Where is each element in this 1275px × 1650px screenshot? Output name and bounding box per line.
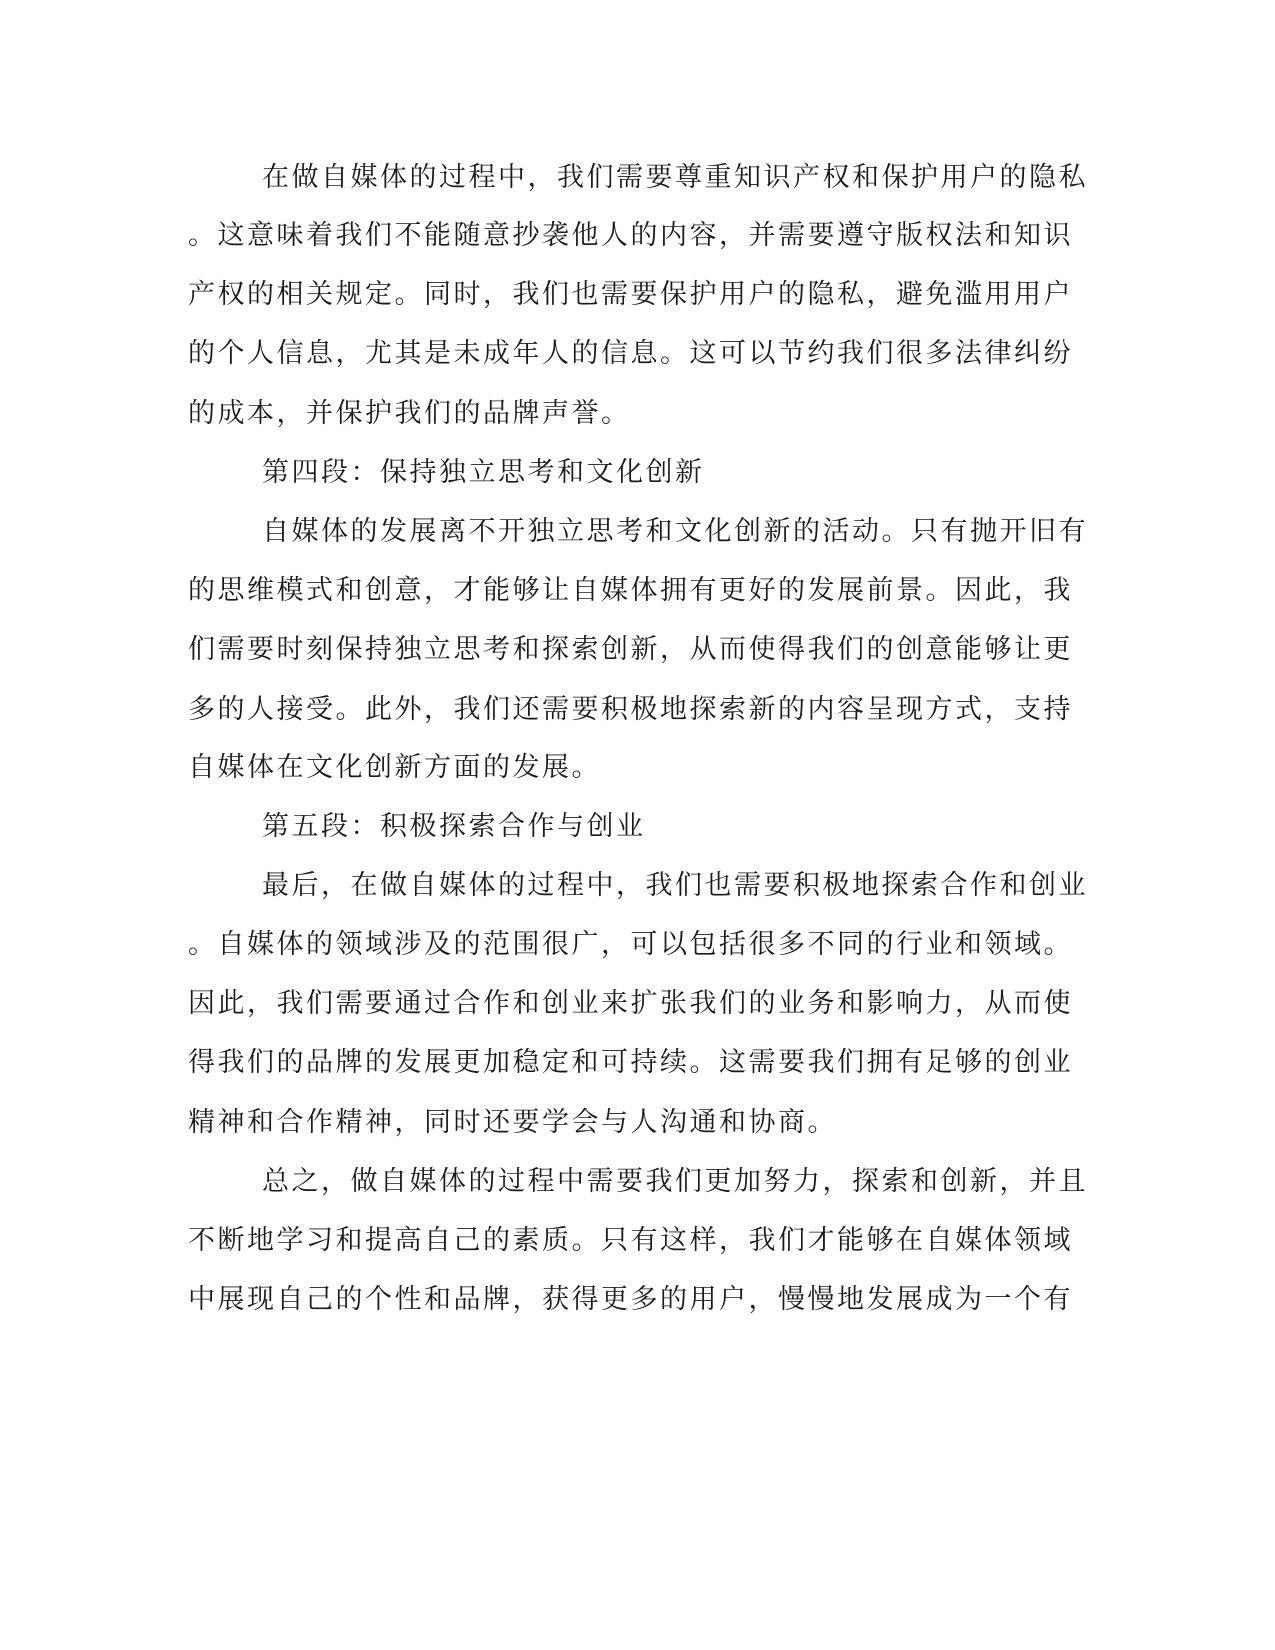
paragraph-line: 的个人信息，尤其是未成年人的信息。这可以节约我们很多法律纠纷 — [188, 338, 1073, 369]
paragraph-line: 的成本，并保护我们的品牌声誉。 — [188, 398, 631, 429]
section-heading: 第五段：积极探索合作与创业 — [262, 811, 646, 842]
paragraph-line: 中展现自己的个性和品牌，获得更多的用户，慢慢地发展成为一个有 — [188, 1284, 1073, 1315]
paragraph-line: 。这意味着我们不能随意抄袭他人的内容，并需要遵守版权法和知识 — [188, 220, 1073, 251]
paragraph-line: 得我们的品牌的发展更加稳定和可持续。这需要我们拥有足够的创业 — [188, 1047, 1073, 1078]
paragraph-line: 自媒体的发展离不开独立思考和文化创新的活动。只有抛开旧有 — [262, 516, 1088, 547]
paragraph-line: 不断地学习和提高自己的素质。只有这样，我们才能够在自媒体领域 — [188, 1225, 1073, 1256]
paragraph-line: 的思维模式和创意，才能够让自媒体拥有更好的发展前景。因此，我 — [188, 575, 1073, 606]
paragraph-line: 总之，做自媒体的过程中需要我们更加努力，探索和创新，并且 — [262, 1166, 1088, 1197]
paragraph-line: 精神和合作精神，同时还要学会与人沟通和协商。 — [188, 1107, 837, 1138]
paragraph-line: 。自媒体的领域涉及的范围很广，可以包括很多不同的行业和领域。 — [188, 929, 1073, 960]
paragraph-line: 在做自媒体的过程中，我们需要尊重知识产权和保护用户的隐私 — [262, 162, 1088, 193]
section-heading: 第四段：保持独立思考和文化创新 — [262, 457, 705, 488]
paragraph-line: 最后，在做自媒体的过程中，我们也需要积极地探索合作和创业 — [262, 870, 1088, 901]
paragraph-line: 产权的相关规定。同时，我们也需要保护用户的隐私，避免滥用用户 — [188, 279, 1073, 310]
paragraph-line: 因此，我们需要通过合作和创业来扩张我们的业务和影响力，从而使 — [188, 988, 1073, 1019]
paragraph-line: 自媒体在文化创新方面的发展。 — [188, 752, 601, 783]
paragraph-line: 们需要时刻保持独立思考和探索创新，从而使得我们的创意能够让更 — [188, 634, 1073, 665]
paragraph-line: 多的人接受。此外，我们还需要积极地探索新的内容呈现方式，支持 — [188, 694, 1073, 725]
